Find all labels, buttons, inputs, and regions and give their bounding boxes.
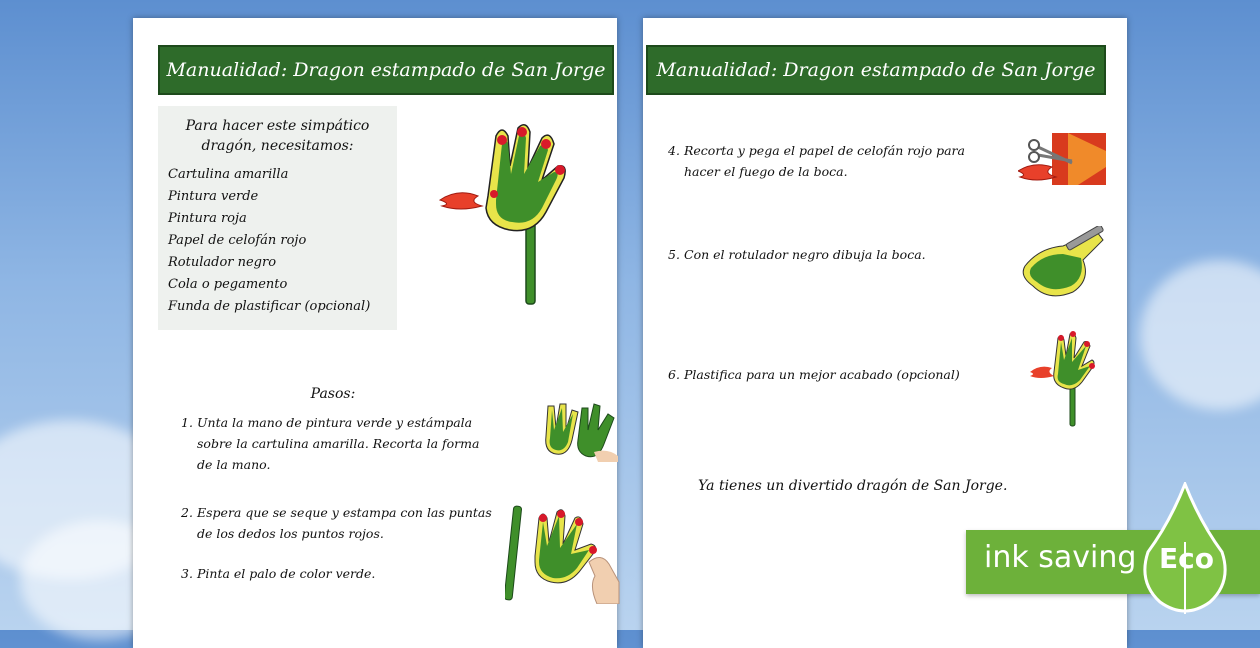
- step-line: Recorta y pega el papel de celofán rojo para: [684, 143, 965, 158]
- material-item: Rotulador negro: [168, 255, 277, 270]
- step-item: [668, 244, 926, 265]
- step-number: 2.: [181, 505, 193, 520]
- material-item: Cartulina amarilla: [168, 167, 289, 182]
- stick-and-dots-illustration: [505, 502, 620, 604]
- materials-intro: [168, 116, 387, 156]
- material-item: Papel de celofán rojo: [168, 233, 307, 248]
- step-number: 6.: [668, 367, 680, 382]
- step-number: 3.: [181, 566, 193, 581]
- pen-drawing-illustration: [1019, 226, 1107, 300]
- step-line: Con el rotulador negro dibuja la boca.: [684, 247, 926, 262]
- scissors-fire-illustration: [1018, 133, 1106, 185]
- page-title: Manualidad: Dragon estampado de San Jorge: [158, 45, 614, 95]
- step-line: sobre la cartulina amarilla. Recorta la forma: [197, 436, 480, 451]
- step-line: hacer el fuego de la boca.: [684, 164, 848, 179]
- material-item: Funda de plastificar (opcional): [168, 299, 371, 314]
- hand-print-illustration: [538, 400, 618, 462]
- step-item: [181, 563, 375, 584]
- materials-box: [158, 106, 397, 330]
- step-line: de la mano.: [197, 457, 271, 472]
- step-number: 5.: [668, 247, 680, 262]
- step-line: Espera que se seque y estampa con las puntas: [197, 505, 492, 520]
- worksheet-page-left: [133, 18, 617, 648]
- page-title: Manualidad: Dragon estampado de San Jorge: [646, 45, 1106, 95]
- material-item: Pintura verde: [168, 189, 259, 204]
- dragon-puppet-illustration: [438, 116, 578, 308]
- step-item: [181, 502, 492, 544]
- materials-intro-line: Para hacer este simpático: [185, 118, 370, 134]
- step-item: [668, 140, 965, 182]
- step-line: Plastifica para un mejor acabado (opcional): [684, 367, 960, 382]
- step-line: de los dedos los puntos rojos.: [197, 526, 384, 541]
- background-cloud: [1140, 260, 1260, 410]
- closing-sentence: Ya tienes un divertido dragón de San Jorge.: [698, 478, 1008, 494]
- step-line: Pinta el palo de color verde.: [197, 566, 376, 581]
- step-number: 4.: [668, 143, 680, 158]
- ink-saving-text: ink saving: [984, 540, 1137, 575]
- materials-intro-line: dragón, necesitamos:: [201, 138, 354, 154]
- finished-puppet-illustration: [1028, 328, 1098, 428]
- step-line: Unta la mano de pintura verde y estámpala: [197, 415, 473, 430]
- step-item: [668, 364, 960, 385]
- step-number: 1.: [181, 415, 193, 430]
- eco-label: Eco: [1159, 542, 1214, 575]
- material-item: Pintura roja: [168, 211, 247, 226]
- steps-title: Pasos:: [310, 386, 356, 402]
- step-item: [181, 412, 479, 475]
- materials-list: [168, 164, 387, 318]
- material-item: Cola o pegamento: [168, 277, 288, 292]
